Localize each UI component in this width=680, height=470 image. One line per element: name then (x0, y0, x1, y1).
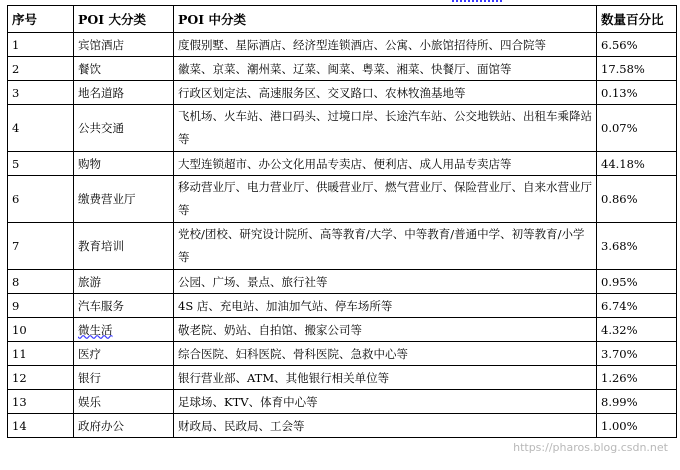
cell-index: 7 (8, 223, 74, 270)
table-row (8, 414, 677, 438)
cell-index: 13 (8, 390, 74, 414)
cell-major: 餐饮 (74, 57, 174, 81)
watermark-text: https://pharos.blog.csdn.net (513, 441, 668, 454)
cell-major: 缴费营业厅 (74, 176, 174, 223)
cell-pct: 3.70% (597, 342, 677, 366)
cell-pct: 1.00% (597, 414, 677, 438)
cell-major: 政府办公 (74, 414, 174, 438)
table-row (8, 152, 677, 176)
cell-minor: 党校/团校、研究设计院所、高等教育/大学、中等教育/普通中学、初等教育/小学等 (174, 223, 597, 270)
header-index: 序号 (8, 6, 74, 33)
cell-pct: 6.74% (597, 294, 677, 318)
table-row (8, 105, 677, 152)
table-row (8, 390, 677, 414)
cell-pct: 0.07% (597, 105, 677, 152)
cell-index: 11 (8, 342, 74, 366)
cell-minor: 度假别墅、星际酒店、经济型连锁酒店、公寓、小旅馆招待所、四合院等 (174, 33, 597, 57)
cell-major: 宾馆酒店 (74, 33, 174, 57)
table-row (8, 366, 677, 390)
cell-index: 4 (8, 105, 74, 152)
header-major-category: POI 大分类 (74, 6, 174, 33)
cell-index: 9 (8, 294, 74, 318)
cell-major: 教育培训 (74, 223, 174, 270)
cell-minor: 大型连锁超市、办公文化用品专卖店、便利店、成人用品专卖店等 (174, 152, 597, 176)
cell-minor: 移动营业厅、电力营业厅、供暖营业厅、燃气营业厅、保险营业厅、自来水营业厅等 (174, 176, 597, 223)
cell-major: 娱乐 (74, 390, 174, 414)
cell-pct: 0.13% (597, 81, 677, 105)
table-row (8, 81, 677, 105)
table-row (8, 57, 677, 81)
cell-pct: 4.32% (597, 318, 677, 342)
cell-pct: 6.56% (597, 33, 677, 57)
table-row (8, 294, 677, 318)
table-row (8, 342, 677, 366)
cell-index: 1 (8, 33, 74, 57)
cell-index: 6 (8, 176, 74, 223)
cell-pct: 8.99% (597, 390, 677, 414)
cell-major: 地名道路 (74, 81, 174, 105)
cell-index: 3 (8, 81, 74, 105)
header-percentage: 数量百分比 (597, 6, 677, 33)
cell-pct: 0.86% (597, 176, 677, 223)
cell-pct: 0.95% (597, 270, 677, 294)
cell-minor: 敬老院、奶站、自拍馆、搬家公司等 (174, 318, 597, 342)
cell-minor: 飞机场、火车站、港口码头、过境口岸、长途汽车站、公交地铁站、出租车乘降站等 (174, 105, 597, 152)
cell-minor: 财政局、民政局、工会等 (174, 414, 597, 438)
cell-minor: 综合医院、妇科医院、骨科医院、急救中心等 (174, 342, 597, 366)
cell-index: 8 (8, 270, 74, 294)
cell-minor: 徽菜、京菜、潮州菜、辽菜、闽菜、粤菜、湘菜、快餐厅、面馆等 (174, 57, 597, 81)
cell-index: 2 (8, 57, 74, 81)
cell-index: 10 (8, 318, 74, 342)
top-dotted-mark (452, 0, 502, 2)
cell-major: 旅游 (74, 270, 174, 294)
header-minor-category: POI 中分类 (174, 6, 597, 33)
table-row (8, 176, 677, 223)
cell-index: 14 (8, 414, 74, 438)
table-row (8, 33, 677, 57)
poi-category-table (7, 5, 677, 438)
cell-index: 12 (8, 366, 74, 390)
cell-minor: 足球场、KTV、体育中心等 (174, 390, 597, 414)
cell-minor: 4S 店、充电站、加油加气站、停车场所等 (174, 294, 597, 318)
cell-minor: 行政区划定法、高速服务区、交叉路口、农林牧渔基地等 (174, 81, 597, 105)
table-row (8, 223, 677, 270)
cell-major: 医疗 (74, 342, 174, 366)
cell-major (74, 318, 174, 342)
table-row (8, 270, 677, 294)
cell-pct: 3.68% (597, 223, 677, 270)
cell-pct: 1.26% (597, 366, 677, 390)
cell-pct: 17.58% (597, 57, 677, 81)
cell-pct: 44.18% (597, 152, 677, 176)
cell-minor: 银行营业部、ATM、其他银行相关单位等 (174, 366, 597, 390)
cell-major: 汽车服务 (74, 294, 174, 318)
cell-major: 银行 (74, 366, 174, 390)
cell-major: 购物 (74, 152, 174, 176)
table-header-row (8, 6, 677, 33)
cell-index: 5 (8, 152, 74, 176)
table-row (8, 318, 677, 342)
cell-major: 公共交通 (74, 105, 174, 152)
cell-major-text: 微生活 (78, 322, 113, 337)
cell-minor: 公园、广场、景点、旅行社等 (174, 270, 597, 294)
